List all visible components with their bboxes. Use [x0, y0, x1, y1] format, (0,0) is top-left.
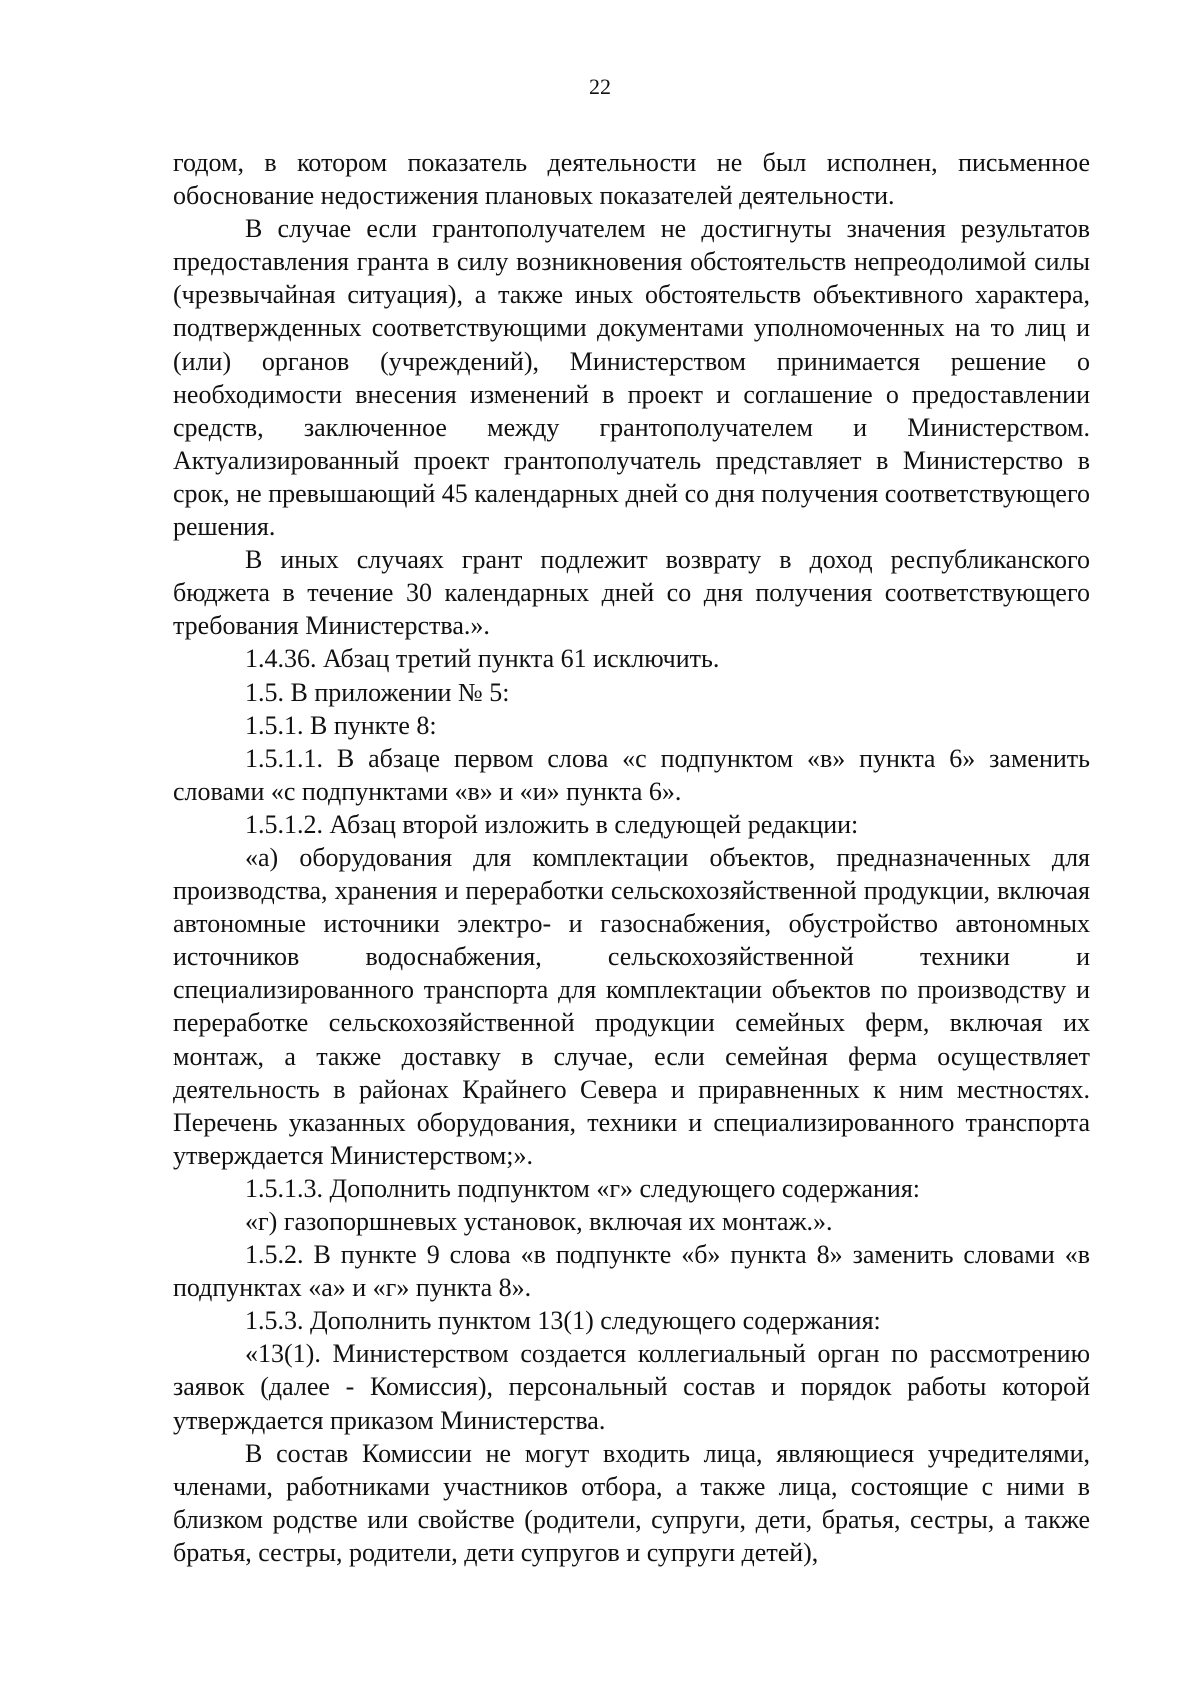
paragraph-1-5-1-3: 1.5.1.3. Дополнить подпунктом «г» следующего содержания:	[245, 1173, 920, 1203]
paragraph-1-5-1: 1.5.1. В пункте 8:	[245, 710, 437, 740]
paragraph-1-5-2: 1.5.2. В пункте 9 слова «в подпункте «б» пункта 8» заменить словами «в подпунктах «а» и «г» пункта 8».	[173, 1240, 1090, 1303]
paragraph-subpoint-a: «а) оборудования для комплектации объектов, предназначенных для производства, хранения и переработки сельскохозяйственной продукции, включая автономные источники электро- и газоснабжения, обустройство автономных источников водоснабжения, сельскохозяйственной техники и специализированного транспорта для комплектации объектов по производству и переработке сельскохозяйственной продукции семейных ферм, включая их монтаж, а также доставку в случае, если семейная ферма осуществляет деятельность в районах Крайнего Севера и приравненных к ним местностях. Перечень указанных оборудования, техники и специализированного транспорта утверждается Министерством;».	[173, 842, 1090, 1170]
paragraph-1-5-1-2: 1.5.1.2. Абзац второй изложить в следующей редакции:	[245, 809, 859, 839]
paragraph-continuation: годом, в котором показатель деятельности не был исполнен, письменное обоснование недостижения плановых показателей деятельности.	[173, 148, 1090, 211]
paragraph-1-5: 1.5. В приложении № 5:	[245, 677, 510, 707]
paragraph-subpoint-g: «г) газопоршневых установок, включая их монтаж.».	[245, 1207, 833, 1236]
paragraph-13-1: «13(1). Министерством создается коллегиальный орган по рассмотрению заявок (далее - Комиссия), персональный состав и порядок работы которой утверждается приказом Министерства.	[173, 1339, 1090, 1435]
paragraph-1-5-3: 1.5.3. Дополнить пунктом 13(1) следующего содержания:	[245, 1306, 881, 1336]
paragraph-grant-return: В иных случаях грант подлежит возврату в доход республиканского бюджета в течение 30 календарных дней со дня получения соответствующего требования Министерства.».	[173, 545, 1090, 641]
page-number: 22	[589, 74, 611, 99]
paragraph-1-4-36: 1.4.36. Абзац третий пункта 61 исключить.	[245, 644, 720, 674]
paragraph-force-majeure: В случае если грантополучателем не достигнуты значения результатов предоставления гранта в силу возникновения обстоятельств непреодолимой силы (чрезвычайная ситуация), а также иных обстоятельств объективного характера, подтвержденных соответствующими документами уполномоченных на то лиц и (или) органов (учреждений), Министерством принимается решение о необходимости внесения изменений в проект и соглашение о предоставлении средств, заключенное между грантополучателем и Министерством. Актуализированный проект грантополучатель представляет в Министерство в срок, не превышающий 45 календарных дней со дня получения соответствующего решения.	[173, 214, 1090, 542]
document-body	[173, 146, 1090, 1569]
paragraph-commission-composition: В состав Комиссии не могут входить лица, являющиеся учредителями, членами, работниками участников отбора, а также лица, состоящие с ними в близком родстве или свойстве (родители, супруги, дети, братья, сестры, а также братья, сестры, родители, дети супругов и супруги детей),	[173, 1438, 1090, 1567]
paragraph-1-5-1-1: 1.5.1.1. В абзаце первом слова «с подпунктом «в» пункта 6» заменить словами «с подпунктами «в» и «и» пункта 6».	[173, 743, 1090, 806]
